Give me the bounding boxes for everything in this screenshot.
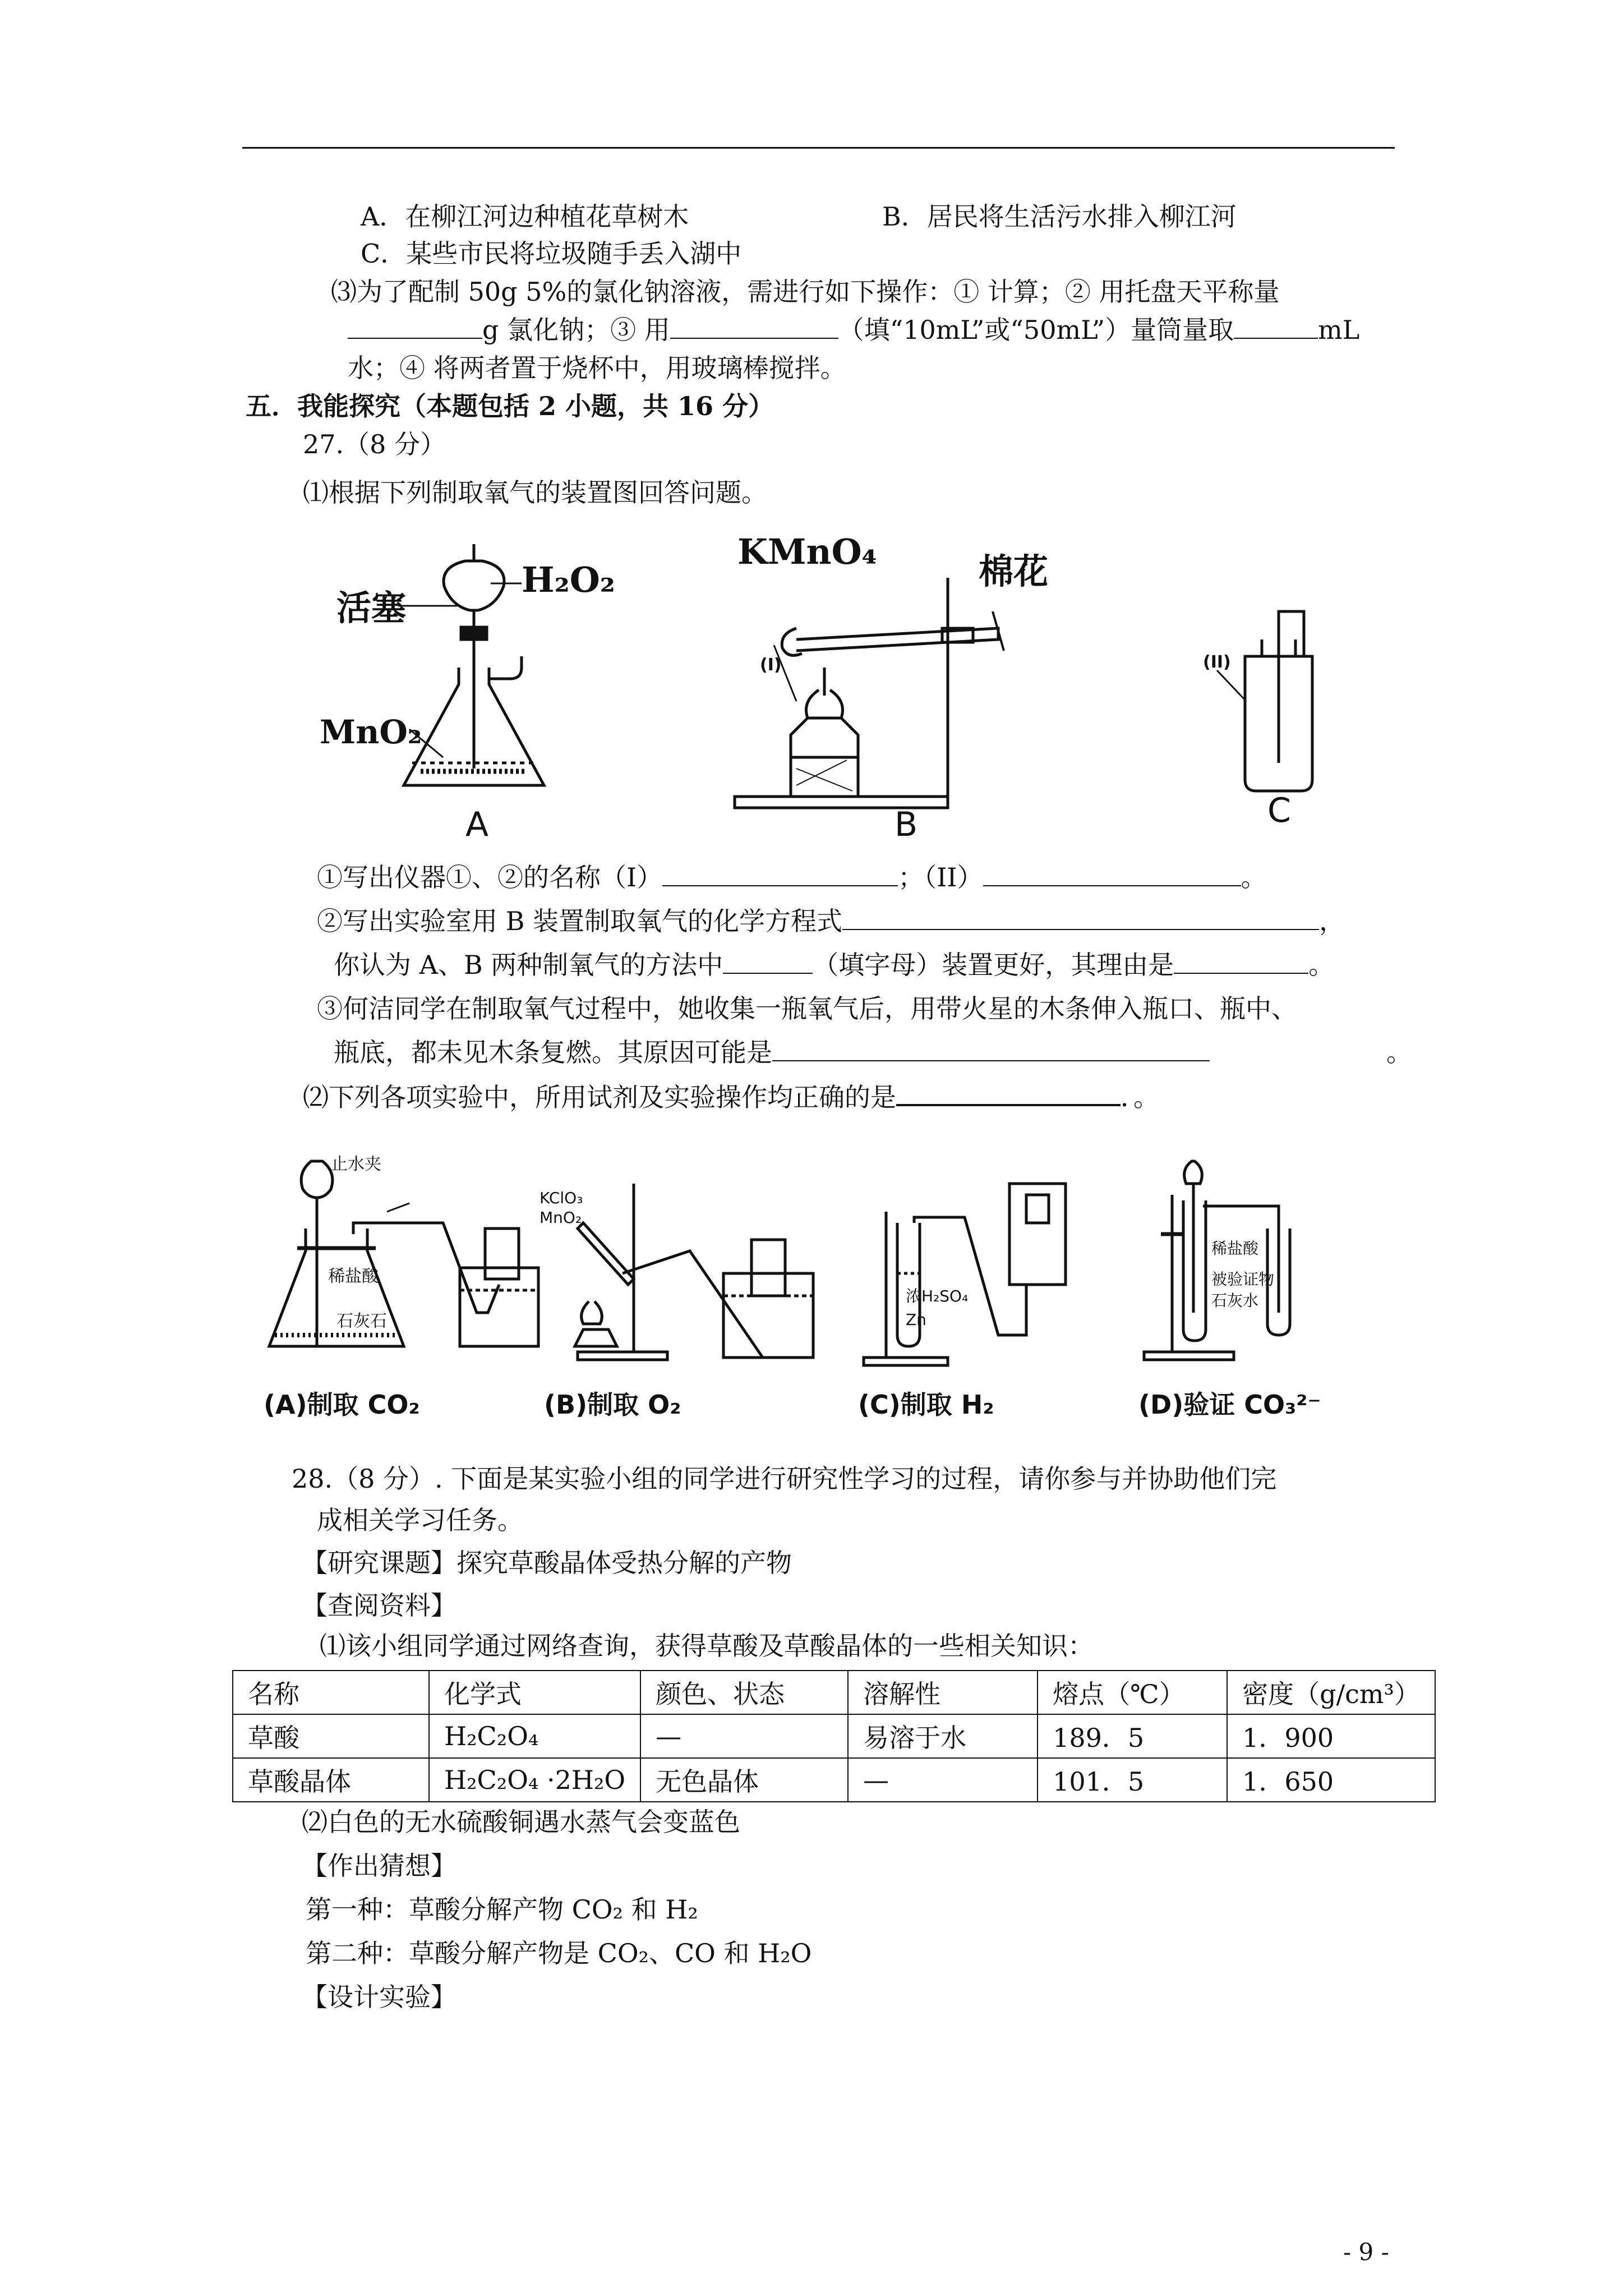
q27-part2: ⑵下列各项实验中，所用试剂及实验操作均正确的是 ．。 <box>303 1079 1159 1114</box>
q26-part3-line3: 水；④ 将两者置于烧杯中，用玻璃棒搅拌。 <box>348 353 846 383</box>
table-cell: 101．5 <box>1038 1758 1227 1802</box>
apparatus-b <box>735 531 1048 844</box>
table-cell: H₂C₂O₄ ·2H₂O <box>429 1758 640 1802</box>
q26-option-b: B．居民将生活污水排入柳江河 <box>882 201 1237 232</box>
table-cell: 1．900 <box>1227 1714 1435 1758</box>
q27-sub3-end: 。 <box>1386 1037 1412 1068</box>
q28-line2: 成相关学习任务。 <box>317 1505 523 1535</box>
experiments-figure <box>264 1128 1385 1442</box>
label-kclo3: KClO₃ <box>540 1189 583 1207</box>
caption-b: (B)制取 O₂ <box>544 1389 681 1420</box>
q28-design-heading: 【设计实验】 <box>302 1982 457 2012</box>
table-header-cell: 颜色、状态 <box>640 1671 848 1714</box>
table-cell: 草酸 <box>233 1714 429 1758</box>
label-h2o2: H₂O₂ <box>522 559 615 600</box>
answer-blank-reason[interactable] <box>1174 948 1308 974</box>
label-limestone: 石灰石 <box>336 1312 387 1331</box>
table-cell: — <box>848 1758 1038 1802</box>
answer-blank-correct-experiment[interactable] <box>896 1079 1121 1106</box>
oxygen-apparatus-figure <box>314 522 1380 847</box>
answer-blank-mass[interactable] <box>348 313 482 339</box>
experiment-a <box>264 1154 538 1420</box>
table-cell: 易溶于水 <box>848 1714 1038 1758</box>
table-cell: H₂C₂O₄ <box>429 1714 640 1758</box>
table-header-row <box>233 1671 1435 1714</box>
table-header-cell: 名称 <box>233 1671 429 1714</box>
apparatus-c <box>1203 611 1312 830</box>
mark-instrument-1: (I) <box>760 655 782 675</box>
table-row <box>233 1714 1435 1758</box>
q26-option-c: C．某些市民将垃圾随手丢入湖中 <box>361 238 742 269</box>
label-b: B <box>895 805 918 844</box>
label-mno2-b: MnO₂ <box>540 1208 582 1227</box>
label-zn: Zn <box>906 1310 926 1329</box>
q28-guess-2: 第二种：草酸分解产物是 CO₂、CO 和 H₂O <box>306 1938 812 1968</box>
header-rule <box>242 147 1395 149</box>
label-conc-h2so4: 浓H₂SO₄ <box>906 1287 969 1305</box>
experiment-c <box>858 1184 1066 1420</box>
q27-sub3-line1: ③何洁同学在制取氧气过程中，她收集一瓶氧气后，用带火星的木条伸入瓶口、瓶中、 <box>317 993 1297 1024</box>
table-cell: 无色晶体 <box>640 1758 848 1802</box>
answer-blank-instrument-1[interactable] <box>662 861 898 886</box>
q27-number: 27.（8 分） <box>303 429 446 459</box>
experiment-b <box>540 1184 813 1420</box>
oxalic-acid-table <box>232 1670 1436 1802</box>
q27-sub1: ①写出仪器①、②的名称（I） ；（II） 。 <box>317 861 1267 894</box>
label-cotton: 棉花 <box>979 551 1049 592</box>
table-header-cell: 密度（g/cm³） <box>1227 1671 1435 1714</box>
q27-sub2-line2: 你认为 A、B 两种制氧气的方法中 （填字母）装置更好，其理由是 。 <box>334 948 1334 982</box>
q28-guess-heading: 【作出猜想】 <box>302 1851 457 1881</box>
table-cell: 189．5 <box>1038 1714 1227 1758</box>
label-stopcock: 活塞 <box>336 587 407 628</box>
caption-a: (A)制取 CO₂ <box>264 1389 420 1420</box>
table-header-cell: 溶解性 <box>848 1671 1038 1714</box>
q26-part3-line2: g 氯化钠；③ 用 （填“10mL”或“50mL”）量筒量取 mL <box>348 313 1359 347</box>
table-row <box>233 1758 1435 1802</box>
apparatus-a <box>320 544 615 844</box>
label-a: A <box>465 805 489 844</box>
section-heading: 五．我能探究（本题包括 2 小题，共 16 分） <box>246 391 774 421</box>
q27-sub2-line1: ②写出实验室用 B 装置制取氧气的化学方程式 ， <box>317 904 1345 938</box>
answer-blank-instrument-2[interactable] <box>983 861 1241 886</box>
answer-blank-better-apparatus[interactable] <box>723 948 813 974</box>
mark-instrument-2: (II) <box>1203 652 1231 672</box>
q26-part3-line1: ⑶为了配制 50g 5%的氯化钠溶液，需进行如下操作：① 计算；② 用托盘天平称量 <box>331 277 1280 307</box>
answer-blank-cylinder[interactable] <box>670 313 838 339</box>
q27-sub3-line2: 瓶底，都未见木条复燃。其原因可能是 <box>334 1036 1210 1069</box>
table-cell: 1．650 <box>1227 1758 1435 1802</box>
table-cell: — <box>640 1714 848 1758</box>
label-dilute-hcl-d: 稀盐酸 <box>1211 1239 1259 1258</box>
table-cell: 草酸晶体 <box>233 1758 429 1802</box>
table-header-cell: 熔点（℃） <box>1038 1671 1227 1714</box>
answer-blank-equation[interactable] <box>842 904 1319 930</box>
caption-c: (C)制取 H₂ <box>858 1389 994 1420</box>
q28-line1: 28.（8 分）. 下面是某实验小组的同学进行研究性学习的过程，请你参与并协助他们完 <box>292 1464 1277 1494</box>
label-dilute-hcl: 稀盐酸 <box>328 1267 379 1286</box>
answer-blank-volume[interactable] <box>1234 313 1318 339</box>
q27-part1-intro: ⑴根据下列制取氧气的装置图回答问题。 <box>303 477 767 508</box>
q28-research-topic: 【研究课题】探究草酸晶体受热分解的产物 <box>302 1548 792 1578</box>
label-kmno4: KMnO₄ <box>737 531 877 572</box>
label-mno2: MnO₂ <box>320 713 422 751</box>
q28-part1: ⑴该小组同学通过网络查询，获得草酸及草酸晶体的一些相关知识： <box>320 1631 1094 1661</box>
experiment-d <box>1138 1161 1321 1420</box>
answer-blank-cause[interactable] <box>772 1036 1210 1061</box>
label-sample: 被验证物 <box>1211 1270 1275 1289</box>
table-header-cell: 化学式 <box>429 1671 640 1714</box>
label-limewater: 石灰水 <box>1211 1291 1259 1310</box>
label-clamp: 止水夹 <box>331 1154 381 1174</box>
q28-consult-heading: 【查阅资料】 <box>302 1590 457 1621</box>
q26-option-a: A．在柳江河边种植花草树木 <box>361 201 689 232</box>
q28-guess-1: 第一种：草酸分解产物 CO₂ 和 H₂ <box>306 1894 698 1925</box>
caption-d: (D)验证 CO₃²⁻ <box>1138 1389 1321 1420</box>
label-c: C <box>1267 791 1291 830</box>
page-number: - 9 - <box>1343 2238 1389 2266</box>
q28-part2: ⑵白色的无水硫酸铜遇水蒸气会变蓝色 <box>302 1807 740 1837</box>
